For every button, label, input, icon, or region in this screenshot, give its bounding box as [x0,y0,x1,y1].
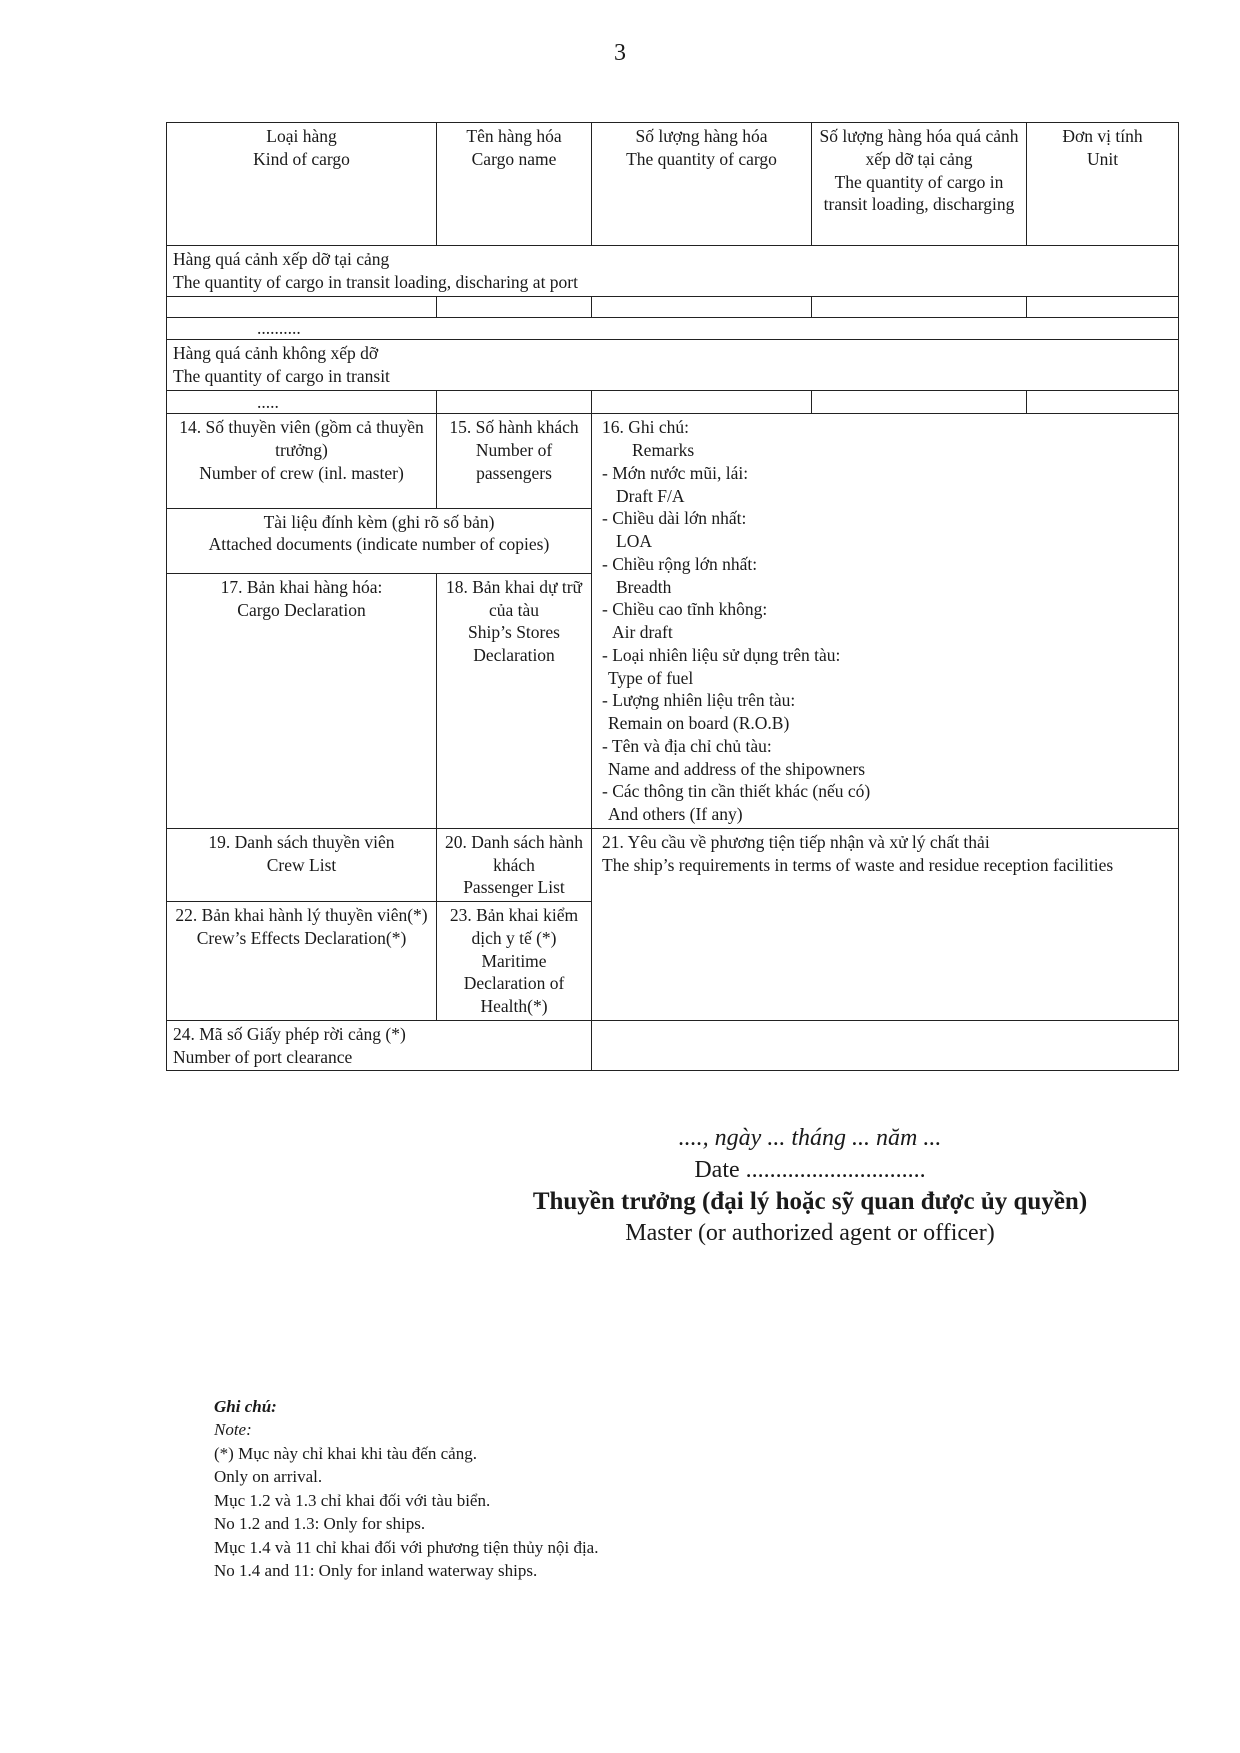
blank-cell [437,390,592,414]
cargo-name-en: Cargo name [471,148,557,169]
note-line: Mục 1.4 và 11 chỉ khai đối với phương tiện thủy nội địa. [214,1537,599,1557]
unit-en: Unit [1086,148,1119,169]
field-14-en: Number of crew (inl. master) [199,462,404,483]
attached-documents-en: Attached documents (indicate number of copies) [208,534,550,555]
kind-of-cargo-header [167,123,437,246]
note-line: Only on arrival. [214,1467,323,1487]
field-17-cargo-declaration [167,573,437,828]
dots-cell [167,317,1179,340]
field-24-value [592,1020,1179,1071]
field-22-en: Crew’s Effects Declaration(*) [196,927,407,948]
field-15-en: Number of passengers [475,440,553,483]
remarks-draft-en: Draft F/A [616,485,685,506]
field-21-waste-reception [592,828,1179,1020]
cargo-quantity-en: The quantity of cargo [626,148,777,169]
field-17-vn: 17. Bản khai hàng hóa: [220,576,383,597]
remarks-rob-vn: - Lượng nhiên liệu trên tàu: [602,690,796,711]
kind-of-cargo-vn: Loại hàng [266,126,337,146]
unit-header [1027,123,1179,246]
remarks-breadth-en: Breadth [616,576,672,597]
blank-cell [592,390,812,414]
cargo-header-row [167,123,1179,246]
remarks-title-vn: 16. Ghi chú: [602,417,690,438]
field-19-vn: 19. Danh sách thuyền viên [208,831,395,852]
blank-cell [812,296,1027,317]
transit-only-section [167,340,1179,391]
remarks-air-draft-en: Air draft [612,622,673,642]
transit-port-vn: Hàng quá cảnh xếp dỡ tại cảng [173,249,390,269]
dots-placeholder: ..... [257,391,279,412]
field-18-stores-declaration [437,573,592,828]
field-24-vn: 24. Mã số Giấy phép rời cảng (*) [173,1023,406,1044]
cargo-name-header [437,123,592,246]
field-19-en: Crew List [266,854,337,875]
remarks-breadth-vn: - Chiều rộng lớn nhất: [602,553,758,574]
unit-vn: Đơn vị tính [1062,126,1143,146]
port-clearance-row [167,1020,1179,1071]
field-23-health-declaration [437,902,592,1021]
field-14-vn: 14. Số thuyền viên (gồm cả thuyền trưởng) [179,417,424,460]
notes-subheading: Note: [214,1420,252,1440]
cargo-quantity-header [592,123,812,246]
transit-quantity-header [812,123,1027,246]
remarks-loa-vn: - Chiều dài lớn nhất: [602,508,747,529]
blank-cell [437,296,592,317]
remarks-fuel-type-vn: - Loại nhiên liệu sử dụng trên tàu: [602,644,841,665]
transit-only-section-row [167,340,1179,391]
field-19-crew-list [167,828,437,901]
field-18-vn: 18. Bản khai dự trữ của tàu [445,576,583,620]
remarks-other-en: And others (If any) [608,804,743,824]
blank-cell [167,390,437,414]
transit-only-vn: Hàng quá cảnh không xếp dỡ [173,343,379,363]
signature-date-en: Date .............................. [694,1157,926,1183]
note-line: No 1.4 and 11: Only for inland waterway ships. [214,1561,538,1581]
attached-documents [167,508,592,573]
transit-only-en: The quantity of cargo in transit [173,365,390,386]
signature-title-en: Master (or authorized agent or officer) [625,1220,995,1246]
field-21-en: The ship’s requirements in terms of waste and residue reception facilities [602,854,1114,875]
remarks-owner-vn: - Tên và địa chỉ chủ tàu: [602,735,772,756]
field-14-crew-count [167,414,437,508]
remarks-rob-en: Remain on board (R.O.B) [608,713,790,733]
field-22-crew-effects [167,902,437,1021]
signature-title-vn: Thuyền trưởng (đại lý hoặc sỹ quan được ủy quyền) [532,1188,1088,1215]
remarks-title-en: Remarks [632,440,695,460]
signature-date-vn: ...., ngày ... tháng ... năm ... [678,1125,942,1151]
field-24-port-clearance [167,1020,592,1071]
transit-port-section-row [167,246,1179,297]
declaration-form [166,122,1179,1071]
remarks-other-vn: - Các thông tin cần thiết khác (nếu có) [602,781,871,802]
kind-of-cargo-en: Kind of cargo [253,148,350,169]
crew-passenger-list-row [167,828,1179,901]
notes-section [214,1395,598,1583]
blank-cell [1027,390,1179,414]
blank-cell [167,296,437,317]
notes-heading: Ghi chú: [214,1397,277,1416]
note-line: (*) Mục này chỉ khai khi tàu đến cảng. [214,1443,477,1463]
transit-port-dots-row [167,317,1179,340]
field-15-passenger-count [437,414,592,508]
field-20-vn: 20. Danh sách hành khách [444,831,584,875]
blank-cell [1027,296,1179,317]
transit-port-en: The quantity of cargo in transit loading, discharing at port [173,271,578,292]
remarks-air-draft-vn: - Chiều cao tĩnh không: [602,599,768,620]
remarks-fuel-type-en: Type of fuel [608,667,694,688]
transit-quantity-en: The quantity of cargo in transit loading, discharging [823,171,1015,215]
attached-documents-vn: Tài liệu đính kèm (ghi rõ số bản) [263,511,495,532]
field-15-vn: 15. Số hành khách [449,417,579,438]
field-23-vn: 23. Bản khai kiểm dịch y tế (*) [449,905,579,948]
field-18-en: Ship’s Stores Declaration [468,622,560,665]
transit-only-entry-row [167,390,1179,414]
page-number: 3 [614,40,626,66]
field-22-vn: 22. Bản khai hành lý thuyền viên(*) [175,905,428,925]
field-24-en: Number of port clearance [173,1046,353,1067]
field-20-en: Passenger List [463,877,565,898]
dots-placeholder: .......... [257,317,301,338]
field-17-en: Cargo Declaration [237,599,366,620]
field-23-en: Maritime Declaration of Health(*) [463,950,565,1016]
note-line: Mục 1.2 và 1.3 chỉ khai đối với tàu biển. [214,1490,491,1510]
remarks-draft-vn: - Mớn nước mũi, lái: [602,462,749,483]
field-16-remarks [592,414,1179,829]
remarks-owner-en: Name and address of the shipowners [608,758,866,779]
crew-passengers-row [167,414,1179,508]
cargo-name-vn: Tên hàng hóa [466,126,562,146]
blank-cell [592,296,812,317]
remarks-loa-en: LOA [616,531,652,551]
note-line: No 1.2 and 1.3: Only for ships. [214,1514,426,1534]
transit-port-section [167,246,1179,297]
cargo-quantity-vn: Số lượng hàng hóa [635,126,768,146]
blank-cell [812,390,1027,414]
transit-quantity-vn: Số lượng hàng hóa quá cảnh xếp dỡ tại cảng [819,126,1019,169]
field-21-vn: 21. Yêu cầu về phương tiện tiếp nhận và xử lý chất thải [602,831,990,852]
transit-port-entry-row [167,296,1179,317]
field-20-passenger-list [437,828,592,901]
